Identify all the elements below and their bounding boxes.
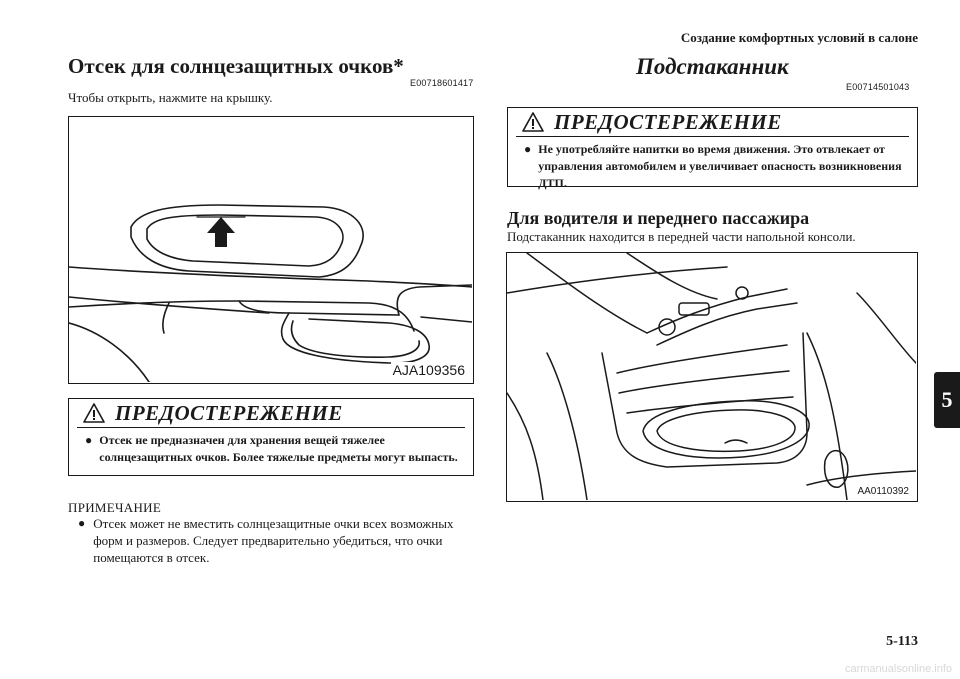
figure-id: AJA109356 bbox=[392, 362, 465, 378]
section-title-cupholder: Подстаканник bbox=[636, 54, 789, 79]
warning-text: Отсек не предназначен для хранения вещей тяжелее солнцезащитных очков. Более тяжелые предметы могут выпасть. bbox=[99, 433, 458, 464]
page-number: 5-113 bbox=[886, 634, 918, 649]
warning-triangle-icon bbox=[83, 403, 105, 423]
cupholder-illustration bbox=[507, 253, 916, 500]
warning-text: Не употребляйте напитки во время движения. Это отвлекает от управления автомобилем и увеличивает опасность возникновения ДТП. bbox=[538, 142, 902, 190]
bullet-icon: ● bbox=[85, 433, 93, 447]
figure-id: AA0110392 bbox=[857, 486, 909, 497]
bullet-icon: ● bbox=[524, 142, 532, 156]
running-head: Создание комфортных условий в салоне bbox=[680, 30, 918, 45]
warning-title: ПРЕДОСТЕРЕЖЕНИЕ bbox=[554, 109, 782, 134]
warning-box-cupholder bbox=[507, 107, 918, 190]
note-body bbox=[78, 515, 478, 566]
press-arrow-icon bbox=[207, 217, 235, 247]
cupholder-figure bbox=[506, 252, 918, 502]
warning-box-sunglasses bbox=[68, 398, 474, 476]
sunglasses-holder-figure bbox=[68, 116, 474, 384]
subsection-title: Для водителя и переднего пассажира bbox=[507, 208, 810, 228]
section-code: E00714501043 bbox=[846, 82, 910, 92]
bullet-icon: ● bbox=[78, 516, 86, 530]
chapter-tab: 5 bbox=[934, 372, 960, 428]
cupholder-text: Подстаканник находится в передней части напольной консоли. bbox=[507, 229, 856, 244]
sunglasses-holder-illustration bbox=[69, 117, 472, 382]
intro-text: Чтобы открыть, нажмите на крышку. bbox=[68, 90, 273, 105]
section-code: E00718601417 bbox=[410, 78, 474, 88]
warning-triangle-icon bbox=[522, 112, 544, 132]
note-text: Отсек может не вместить солнцезащитные очки всех возможных форм и размеров. Следует предварительно убедиться, что очки помещаются в отсек. bbox=[93, 516, 454, 565]
watermark: carmanualsonline.info bbox=[844, 663, 952, 675]
warning-title: ПРЕДОСТЕРЕЖЕНИЕ bbox=[115, 400, 343, 425]
note-label: ПРИМЕЧАНИЕ bbox=[68, 500, 162, 515]
section-title-sunglasses: Отсек для солнцезащитных очков* bbox=[68, 54, 404, 78]
